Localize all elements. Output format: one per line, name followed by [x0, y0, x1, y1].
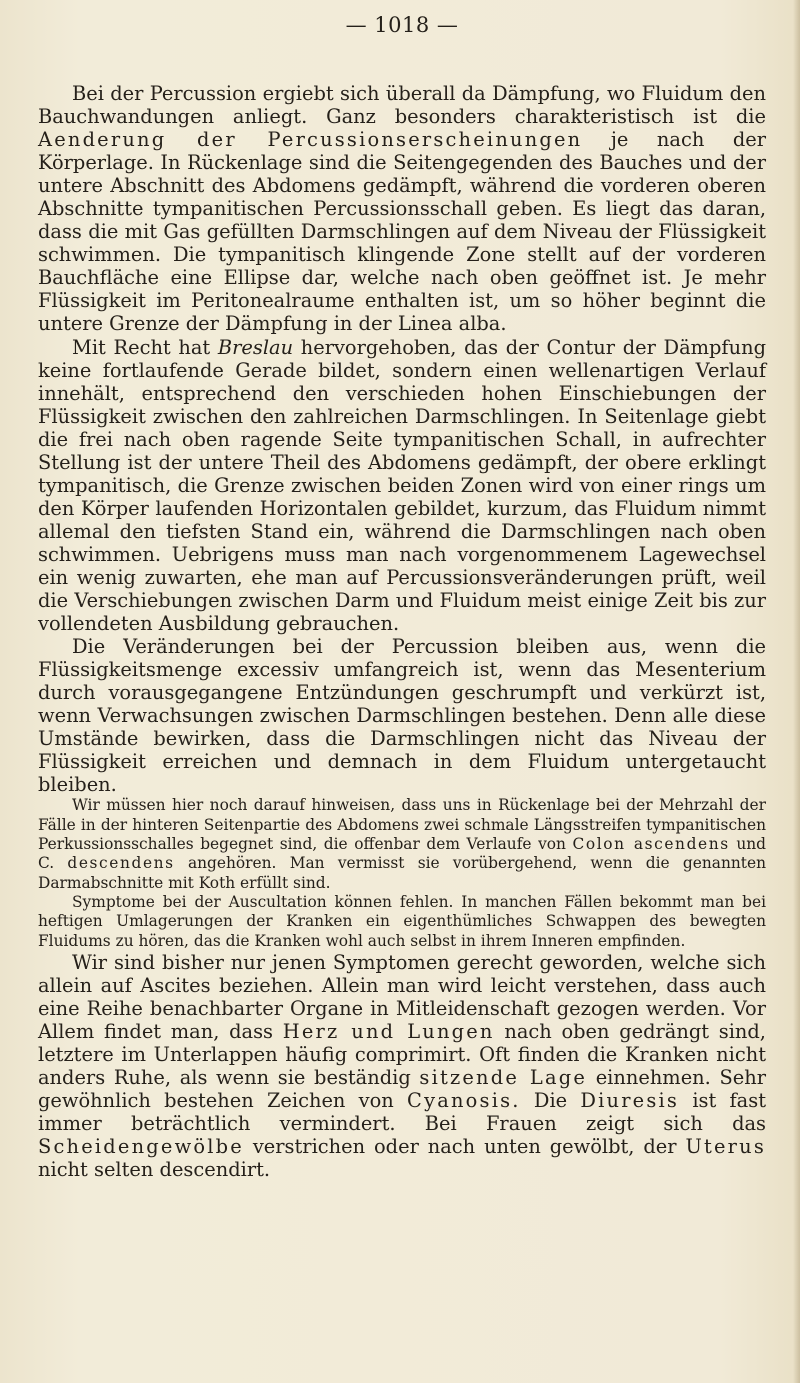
spaced-emphasis: sitzende Lage [419, 1066, 588, 1090]
author-name: Breslau [217, 335, 294, 359]
text: verstrichen oder nach unten gewölbt, der [243, 1135, 686, 1159]
spaced-emphasis: Cyanosis. [407, 1089, 521, 1113]
text: Wir sind bisher nur jenen Symptomen gerecht geworden, welche sich allein auf Ascites beziehen. Allein man wird leicht verstehen, dass auch eine Reihe benachbarter Organe in Mitleidenschaft gezogen werden. Vor Allem findet man, dass [38, 950, 766, 1043]
text: ist fast immer beträchtlich vermindert. Bei Frauen zeigt sich das [38, 1089, 766, 1136]
spaced-emphasis: descendens [67, 854, 175, 873]
text: nach oben gedrängt sind, letztere im Unterlappen häufig comprimirt. Oft finden die Kranken nicht anders Ruhe, als wenn sie beständig [38, 1019, 766, 1090]
paragraph-breslau [38, 336, 766, 636]
text: und C. [38, 835, 766, 873]
text: einnehmen. Sehr gewöhnlich bestehen Zeichen von [38, 1066, 766, 1113]
spaced-emphasis: Scheidengewölbe [38, 1135, 244, 1159]
text: nicht selten descendirt. [38, 1158, 271, 1182]
paragraph-exceptions: Die Veränderungen bei der Percussion bleiben aus, wenn die Flüssigkeitsmenge excessiv umfangreich ist, wenn das Mesenterium durch vorausgegangene Entzündungen geschrumpft und verkürzt ist, wenn Verwachsungen zwischen Darmschlingen bestehen. Denn alle diese Umstände bewirken, dass die Darmschlingen nicht das Niveau der Flüssigkeit erreichen und demnach in dem Fluidum untergetaucht bleiben. [38, 635, 766, 797]
text: Die [520, 1089, 581, 1113]
spaced-emphasis: Diuresis [580, 1089, 680, 1113]
spaced-emphasis: Colon ascendens [572, 835, 730, 854]
page-number: — 1018 — [345, 13, 459, 37]
text: Wir müssen hier noch darauf hinweisen, dass uns in Rückenlage bei der Mehrzahl der Fälle in der hinteren Seitenpartie des Abdomens zwei schmale Längsstreifen tympanitischen Perkussionsschalles begegnet sind, die offenbar dem Verlaufe von [38, 796, 766, 854]
paragraph-percussion [38, 82, 766, 336]
paragraph-small-print-note [38, 796, 766, 892]
text: angehören. Man vermisst sie vorübergehend, wenn die genannten Darmabschnitte mit Koth erfüllt sind. [38, 854, 766, 892]
paragraph-small-print-auscultation: Symptome bei der Auscultation können fehlen. In manchen Fällen bekommt man bei heftigen Umlagerungen der Kranken ein eigenthümliches Schwappen des bewegten Fluidums zu hören, das die Kranken wohl auch selbst in ihrem Inneren empfinden. [38, 892, 766, 950]
spaced-emphasis: Aenderung der Percussionserscheinungen [38, 128, 583, 152]
spaced-emphasis: Herz und Lungen [282, 1019, 495, 1043]
text: Bei der Percussion ergiebt sich überall da Dämpfung, wo Fluidum den Bauchwandungen anliegt. Ganz besonders charakteristisch ist die [38, 82, 766, 129]
paragraph-organs [38, 951, 766, 1181]
spaced-emphasis: Uterus [685, 1135, 766, 1159]
text: je nach der Körperlage. In Rückenlage sind die Seitengegenden des Bauches und der untere Abschnitt des Abdomens gedämpft, während die vorderen oberen Abschnitte tympanitischen Percussionsschall geben. Es liegt das daran, dass die mit Gas gefüllten Darmschlingen auf dem Niveau der Flüssigkeit schwimmen. Die tympanitisch klingende Zone stellt auf der vorderen Bauchfläche eine Ellipse dar, welche nach oben geöffnet ist. Je mehr Flüssigkeit im Peritonealraume enthalten ist, um so höher beginnt die untere Grenze der Dämpfung in der Linea alba. [38, 128, 766, 336]
page-edge-shadow [793, 0, 800, 1383]
text: Mit Recht hat [72, 335, 218, 359]
text: hervorgehoben, das der Contur der Dämpfung keine fortlaufende Gerade bildet, sondern einen wellenartigen Verlauf innehält, entsprechend den verschieden hohen Einschiebungen der Flüssigkeit zwischen den zahlreichen Darmschlingen. In Seitenlage giebt die frei nach oben ragende Seite tympanitischen Schall, in aufrechter Stellung ist der untere Theil des Abdomens gedämpft, der obere erklingt tympanitisch, die Grenze zwischen beiden Zonen wird von einer rings um den Körper laufenden Horizontalen gebildet, kurzum, das Fluidum nimmt allemal den tiefsten Stand ein, während die Darmschlingen nach oben schwimmen. Uebrigens muss man nach vorgenommenem Lagewechsel ein wenig zuwarten, ehe man auf Percussionsveränderungen prüft, weil die Verschiebungen zwischen Darm und Fluidum meist einige Zeit bis zur vollendeten Ausbildung gebrauchen. [38, 335, 766, 636]
